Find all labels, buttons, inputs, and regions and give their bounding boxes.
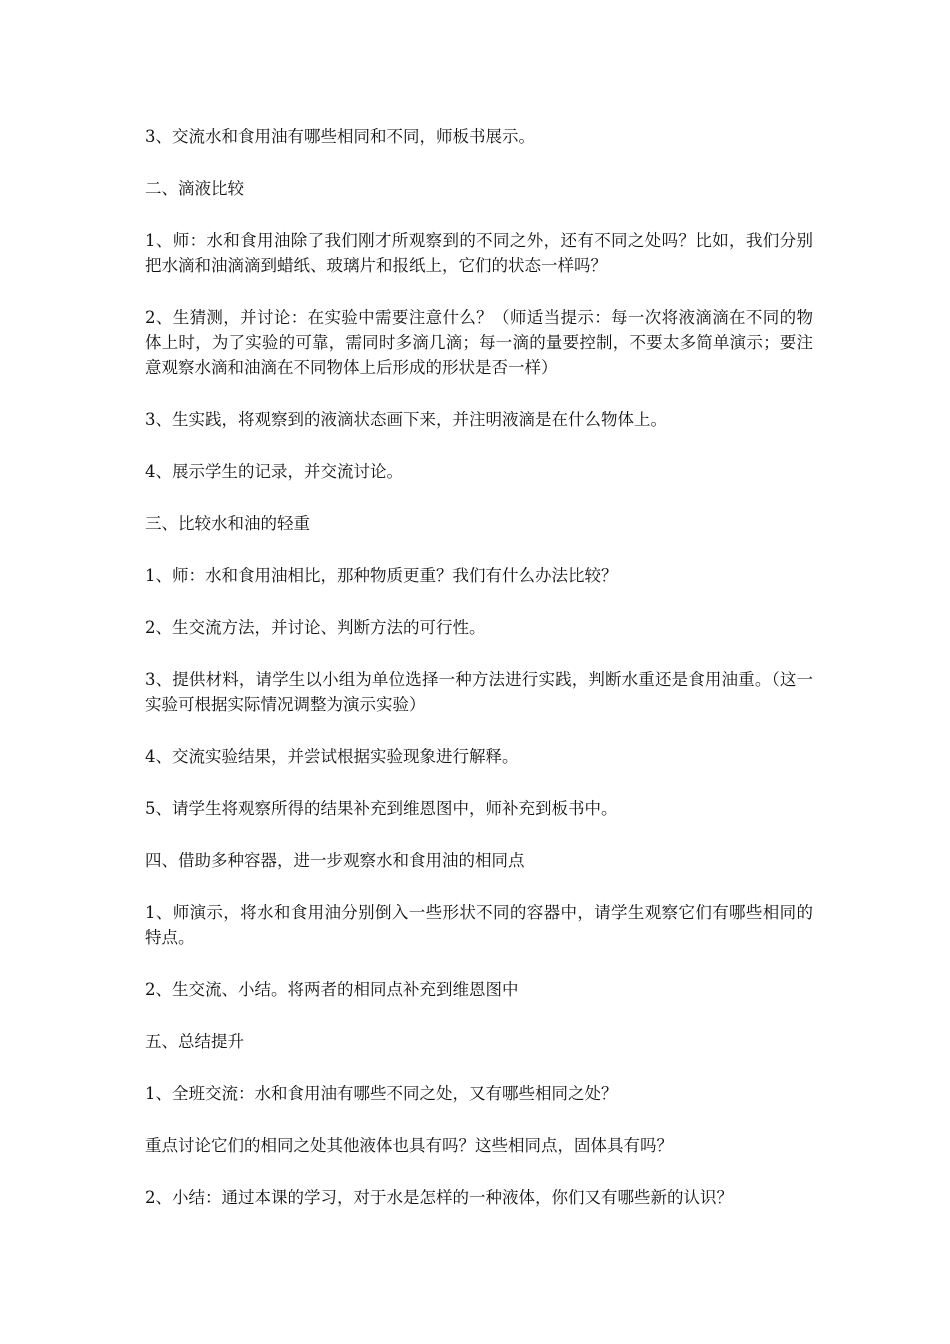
- document-body: [145, 124, 813, 1237]
- paragraph-teacher-question-weight: 1、师：水和食用油相比，那种物质更重？我们有什么办法比较？: [145, 566, 618, 585]
- paragraph-teacher-demo: 1、师演示，将水和食用油分别倒入一些形状不同的容器中，请学生观察它们有哪些相同的特点。: [145, 903, 813, 947]
- paragraph-class-exchange: 1、全班交流：水和食用油有哪些不同之处，又有哪些相同之处？: [145, 1084, 618, 1103]
- section-heading-containers: 四、借助多种容器，进一步观察水和食用油的相同点: [145, 851, 525, 870]
- section-heading-drop-comparison: 二、滴液比较: [145, 179, 244, 198]
- paragraph-teacher-question-drops: 1、师：水和食用油除了我们刚才所观察到的不同之外，还有不同之处吗？比如，我们分别把水滴和油滴滴到蜡纸、玻璃片和报纸上，它们的状态一样吗？: [145, 231, 813, 275]
- section-heading-weight-comparison: 三、比较水和油的轻重: [145, 514, 310, 533]
- paragraph-conclusion: 2、小结：通过本课的学习，对于水是怎样的一种液体，你们又有哪些新的认识？: [145, 1188, 733, 1207]
- section-heading-summary: 五、总结提升: [145, 1032, 244, 1051]
- paragraph-key-discussion: 重点讨论它们的相同之处其他液体也具有吗？这些相同点，固体具有吗？: [145, 1136, 673, 1155]
- paragraph-student-practice: 3、生实践，将观察到的液滴状态画下来，并注明液滴是在什么物体上。: [145, 410, 667, 429]
- paragraph-venn-diagram: 5、请学生将观察所得的结果补充到维恩图中，师补充到板书中。: [145, 799, 618, 818]
- paragraph-exchange-similarities: 3、交流水和食用油有哪些相同和不同，师板书展示。: [145, 127, 535, 146]
- paragraph-student-guess: 2、生猜测，并讨论：在实验中需要注意什么？（师适当提示：每一次将液滴滴在不同的物体上时，为了实验的可靠，需同时多滴几滴；每一滴的量要控制，不要太多简单演示；要注意观察水滴和油滴在不同物体上后形成的形状是否一样）: [145, 308, 813, 377]
- paragraph-summary-exchange: 2、生交流、小结。将两者的相同点补充到维恩图中: [145, 980, 519, 999]
- paragraph-show-records: 4、展示学生的记录，并交流讨论。: [145, 462, 403, 481]
- paragraph-exchange-methods: 2、生交流方法，并讨论、判断方法的可行性。: [145, 618, 486, 637]
- paragraph-provide-materials: 3、提供材料，请学生以小组为单位选择一种方法进行实践，判断水重还是食用油重。（这一实验可根据实际情况调整为演示实验）: [145, 670, 813, 714]
- paragraph-exchange-results: 4、交流实验结果，并尝试根据实验现象进行解释。: [145, 747, 519, 766]
